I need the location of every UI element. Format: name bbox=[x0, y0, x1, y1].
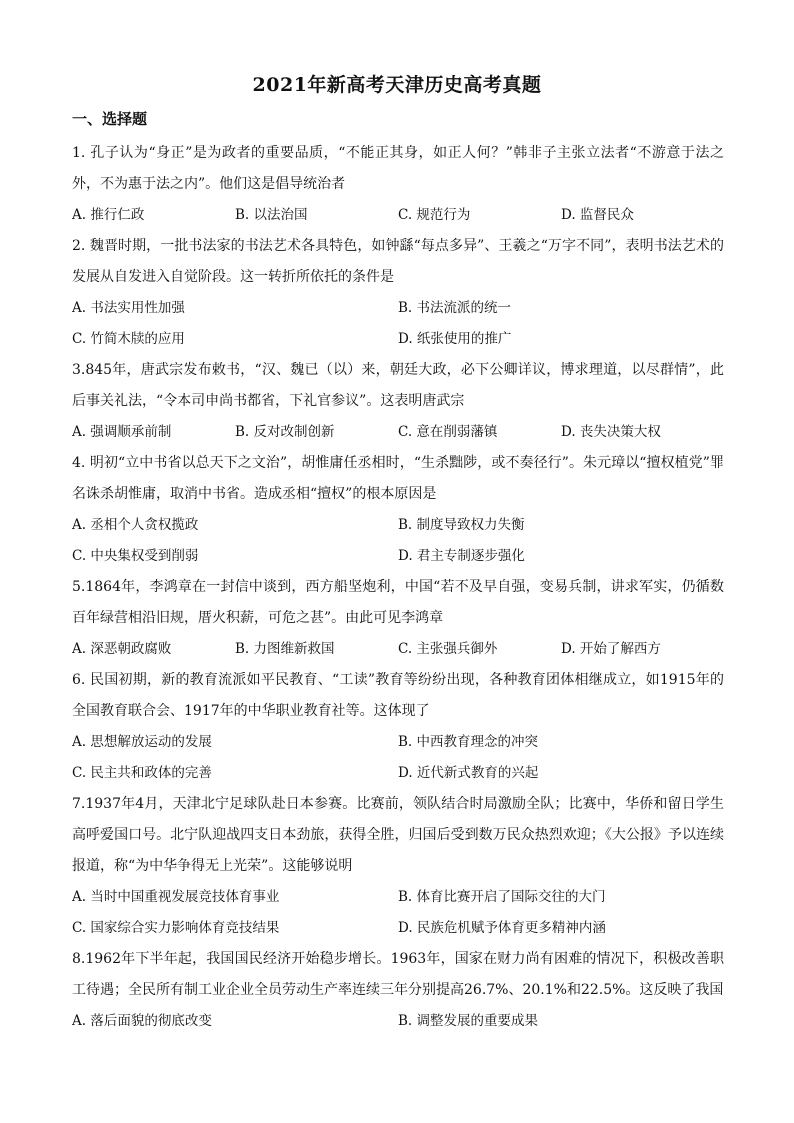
option-a[interactable]: A. 强调顺承前制 bbox=[72, 424, 172, 440]
option-b[interactable]: B. 调整发展的重要成果 bbox=[398, 1013, 539, 1029]
option-b[interactable]: B. 以法治国 bbox=[235, 207, 308, 223]
question-1 bbox=[72, 138, 724, 231]
question-8 bbox=[72, 944, 724, 1037]
option-d[interactable]: D. 纸张使用的推广 bbox=[398, 331, 512, 347]
option-c[interactable]: C. 竹简木牍的应用 bbox=[72, 331, 185, 347]
option-d[interactable]: D. 开始了解西方 bbox=[561, 641, 661, 657]
option-a[interactable]: A. 推行仁政 bbox=[72, 207, 145, 223]
question-stem: 7.1937年4月，天津北宁足球队赴日本参赛。比赛前，领队结合时局激励全队；比赛中，华侨和留日学生高呼爱国口号。北宁队迎战四支日本劲旅，获得全胜，归国后受到数万民众热烈欢迎；《大公报》予以连续报道，称“为中华争得无上光荣”。这能够说明 bbox=[72, 796, 724, 874]
option-b[interactable]: B. 制度导致权力失衡 bbox=[398, 517, 525, 533]
option-a[interactable]: A. 落后面貌的彻底改变 bbox=[72, 1013, 212, 1029]
question-5 bbox=[72, 572, 724, 665]
question-4 bbox=[72, 448, 724, 572]
question-stem: 3.845年，唐武宗发布敕书，“汉、魏已（以）来，朝廷大政，必下公卿详议，博求理道，以尽群情”，此后事关礼法，“令本司申尚书都省，下礼官参议”。这表明唐武宗 bbox=[72, 362, 724, 409]
option-group bbox=[72, 727, 724, 789]
option-b[interactable]: B. 体育比赛开启了国际交往的大门 bbox=[398, 889, 606, 905]
option-d[interactable]: D. 丧失决策大权 bbox=[561, 424, 661, 440]
question-stem: 6. 民国初期，新的教育流派如平民教育、“工读”教育等纷纷出现，各种教育团体相继成立，如1915年的全国教育联合会、1917年的中华职业教育社等。这体现了 bbox=[72, 672, 724, 719]
page-title: 2021年新高考天津历史高考真题 bbox=[252, 74, 542, 96]
question-stem: 2. 魏晋时期，一批书法家的书法艺术各具特色，如钟繇“每点多异”、王羲之“万字不同”，表明书法艺术的发展从自发进入自觉阶段。这一转折所依托的条件是 bbox=[72, 238, 724, 285]
option-a[interactable]: A. 深恶朝政腐败 bbox=[72, 641, 172, 657]
question-2 bbox=[72, 231, 724, 355]
section-heading: 一、选择题 bbox=[72, 110, 148, 128]
question-stem: 1. 孔子认为“身正”是为政者的重要品质，“不能正其身，如正人何？”韩非子主张立法者“不游意于法之外，不为惠于法之内”。他们这是倡导统治者 bbox=[72, 145, 724, 192]
question-3 bbox=[72, 355, 724, 448]
question-6 bbox=[72, 665, 724, 789]
question-stem: 5.1864年，李鸿章在一封信中谈到，西方船坚炮利，中国“若不及早自强，变易兵制，讲求军实，仍循数百年绿营相沿旧规，厝火积薪，可危之甚”。由此可见李鸿章 bbox=[72, 579, 724, 626]
option-group bbox=[72, 200, 724, 231]
option-b[interactable]: B. 书法流派的统一 bbox=[398, 300, 512, 316]
option-c[interactable]: C. 中央集权受到削弱 bbox=[72, 548, 199, 564]
option-group bbox=[72, 510, 724, 572]
option-c[interactable]: C. 主张强兵御外 bbox=[398, 641, 498, 657]
option-c[interactable]: C. 国家综合实力影响体育竞技结果 bbox=[72, 920, 280, 936]
option-a[interactable]: A. 当时中国重视发展竞技体育事业 bbox=[72, 889, 280, 905]
question-stem: 8.1962年下半年起，我国国民经济开始稳步增长。1963年，国家在财力尚有困难的情况下，积极改善职工待遇；全民所有制工业企业全员劳动生产率连续三年分别提高26.7%、20.1%和22.5%。这反映了我国 bbox=[72, 951, 724, 998]
question-7 bbox=[72, 789, 724, 944]
option-d[interactable]: D. 监督民众 bbox=[561, 207, 634, 223]
option-group bbox=[72, 634, 724, 665]
option-b[interactable]: B. 反对改制创新 bbox=[235, 424, 335, 440]
option-c[interactable]: C. 民主共和政体的完善 bbox=[72, 765, 212, 781]
option-c[interactable]: C. 意在削弱藩镇 bbox=[398, 424, 498, 440]
option-b[interactable]: B. 中西教育理念的冲突 bbox=[398, 734, 539, 750]
option-group bbox=[72, 293, 724, 355]
option-b[interactable]: B. 力图维新救国 bbox=[235, 641, 335, 657]
option-d[interactable]: D. 近代新式教育的兴起 bbox=[398, 765, 539, 781]
option-group bbox=[72, 1006, 724, 1037]
option-group bbox=[72, 417, 724, 448]
option-d[interactable]: D. 君主专制逐步强化 bbox=[398, 548, 525, 564]
option-c[interactable]: C. 规范行为 bbox=[398, 207, 471, 223]
option-a[interactable]: A. 书法实用性加强 bbox=[72, 300, 185, 316]
option-d[interactable]: D. 民族危机赋予体育更多精神内涵 bbox=[398, 920, 606, 936]
option-group bbox=[72, 882, 724, 944]
question-list bbox=[72, 138, 724, 1037]
option-a[interactable]: A. 丞相个人贪权揽政 bbox=[72, 517, 199, 533]
question-stem: 4. 明初“立中书省以总天下之文治”，胡惟庸任丞相时，“生杀黜陟，或不奏径行”。朱元璋以“擅权植党”罪名诛杀胡惟庸，取消中书省。造成丞相“擅权”的根本原因是 bbox=[72, 455, 724, 502]
option-a[interactable]: A. 思想解放运动的发展 bbox=[72, 734, 212, 750]
